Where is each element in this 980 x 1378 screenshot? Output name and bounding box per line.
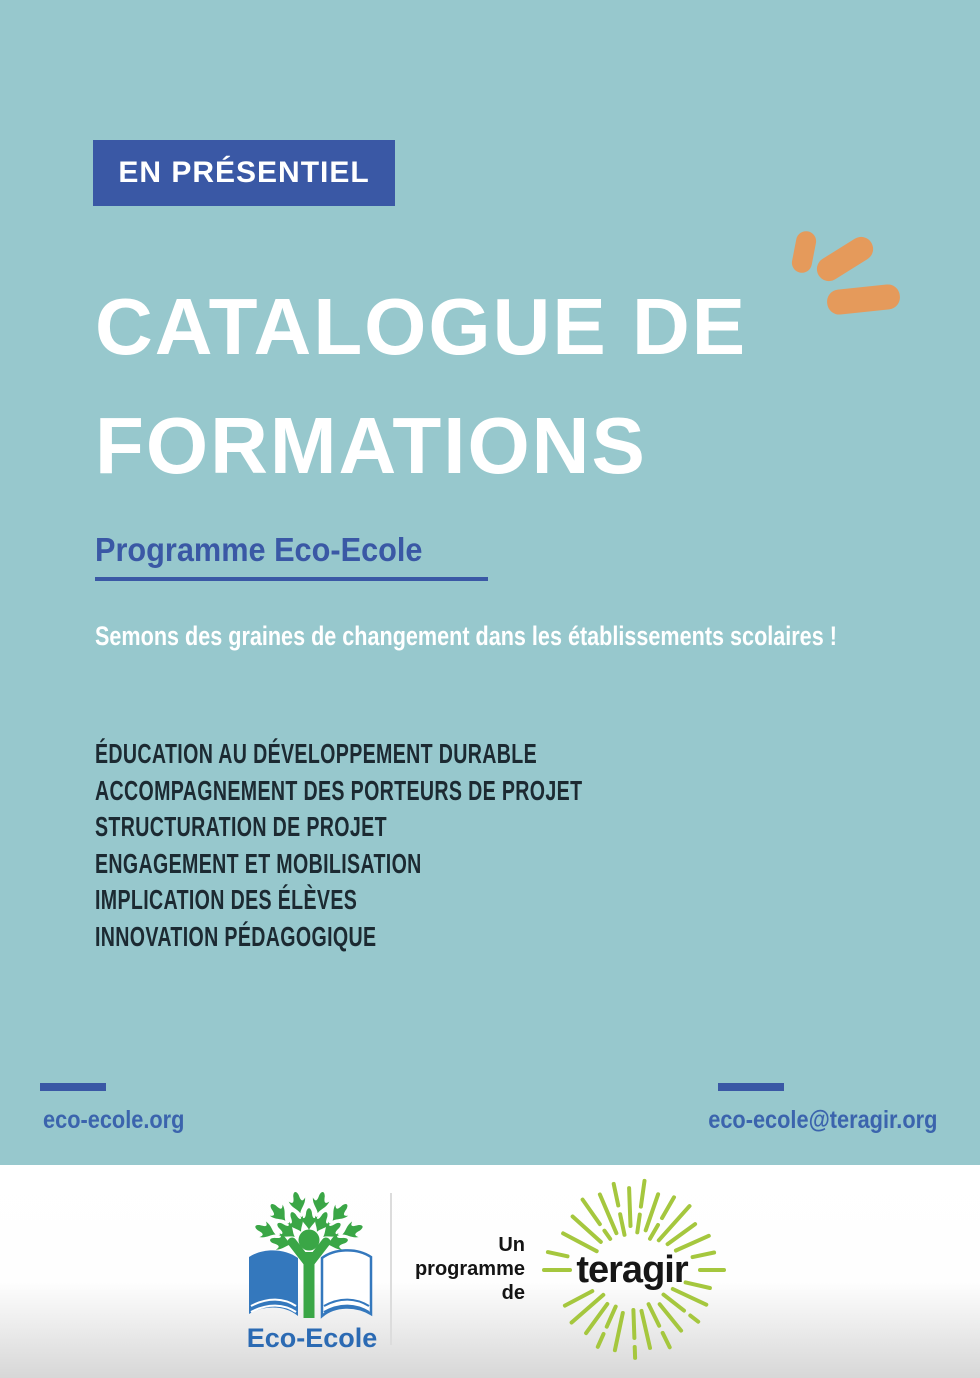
website-link[interactable]: eco-ecole.org [43,1106,185,1134]
footer-divider [390,1193,392,1345]
topic-list [95,736,791,955]
email-link[interactable]: eco-ecole@teragir.org [707,1106,937,1134]
topic-item-structuration: STRUCTURATION DE PROJET [95,811,387,843]
page-title [95,267,747,505]
subtitle-underline [95,577,488,581]
tagline: Semons des graines de changement dans les établissements scolaires ! [95,621,837,651]
orange-stroke-horizontal [826,283,901,315]
orange-strokes-decoration-icon [780,225,915,325]
program-prefix-text [400,1233,525,1305]
program-subtitle: Programme Eco-Ecole [95,531,423,568]
program-prefix-line3: de [501,1282,525,1304]
orange-stroke-diagonal [812,232,877,285]
topic-item-education: ÉDUCATION AU DÉVELOPPEMENT DURABLE [95,738,538,770]
page-title-line1: CATALOGUE DE [95,282,748,371]
logo-footer [0,1165,980,1378]
program-prefix-line1: Un [498,1234,525,1256]
topic-item-innovation: INNOVATION PÉDAGOGIQUE [95,920,377,952]
program-prefix-line2: programme [414,1258,525,1280]
page-title-line2: FORMATIONS [95,401,647,490]
eco-ecole-wordmark: Eco-Ecole [246,1323,378,1353]
website-accent-bar [40,1083,106,1091]
format-badge-label: EN PRÉSENTIEL [118,156,370,189]
topic-item-accompagnement: ACCOMPAGNEMENT DES PORTEURS DE PROJET [95,774,583,806]
eco-ecole-logo-icon [240,1190,384,1330]
teragir-wordmark: teragir [576,1249,688,1291]
email-accent-bar [718,1083,784,1091]
topic-item-implication: IMPLICATION DES ÉLÈVES [95,884,358,916]
topic-item-engagement: ENGAGEMENT ET MOBILISATION [95,847,422,879]
format-badge [93,140,395,206]
orange-stroke-small [790,229,818,274]
